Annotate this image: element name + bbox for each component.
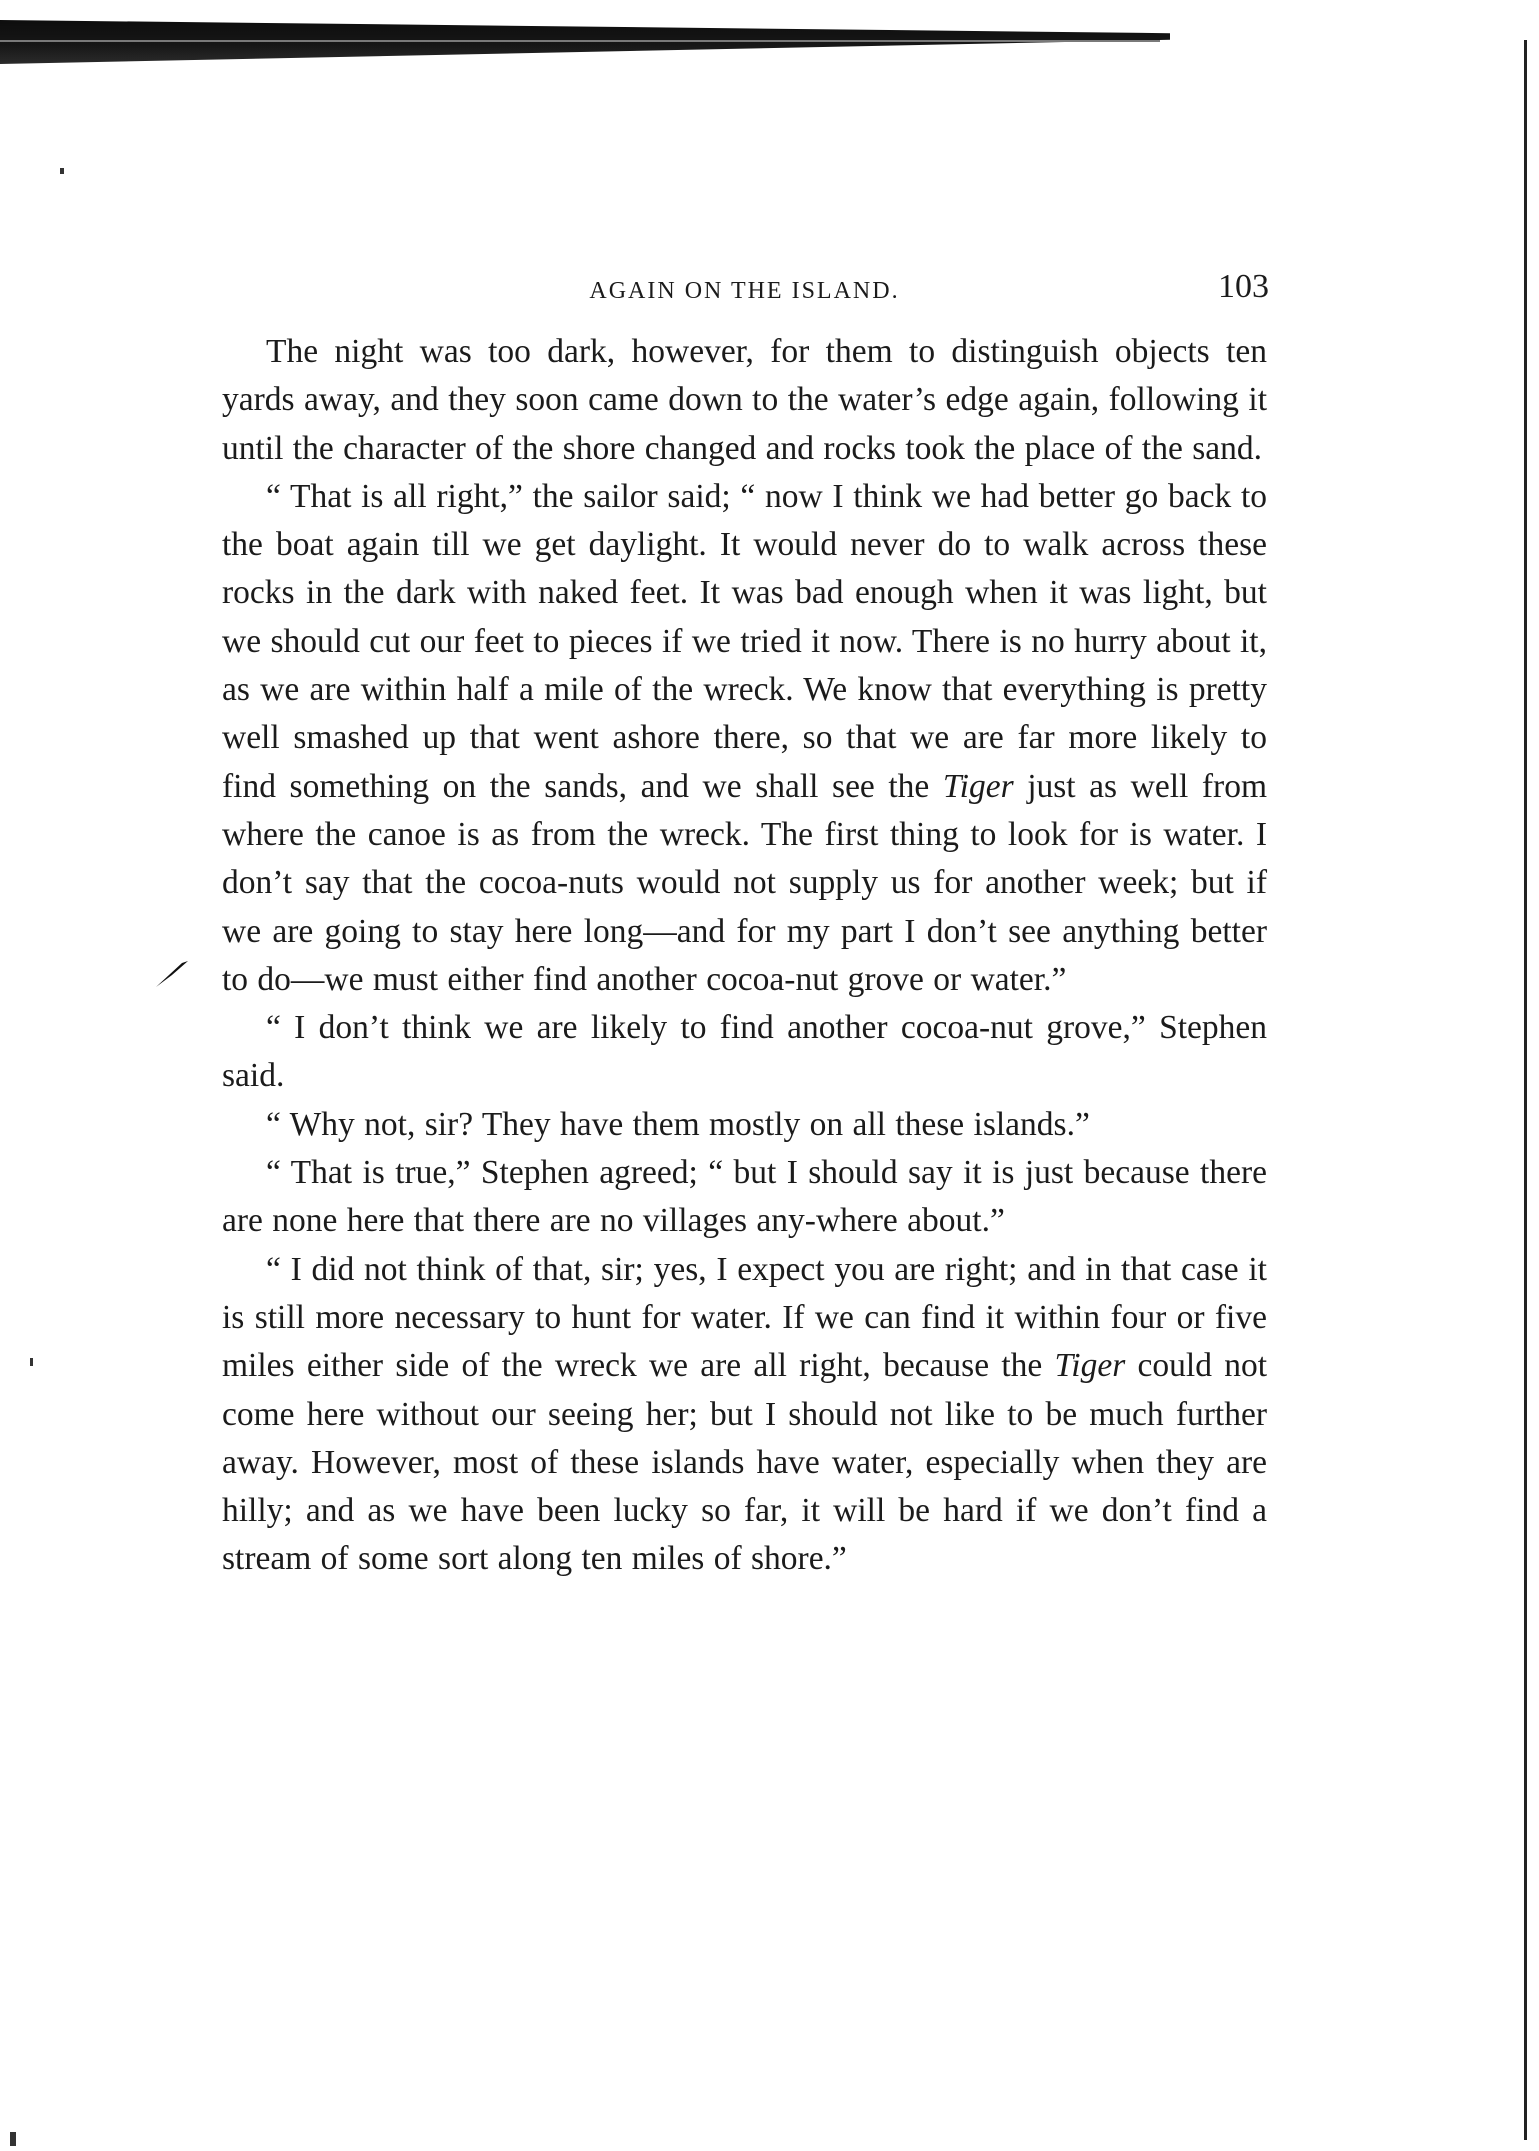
paragraph bbox=[222, 1004, 1267, 1101]
pencil-mark-icon bbox=[152, 957, 192, 993]
paragraph-text: The night was too dark, however, for them to distinguish objects ten yards away, and they soon came down to the water’s edge again, following it until the character of the shore changed and rocks took the place of the sand. bbox=[222, 333, 1267, 467]
paragraph bbox=[222, 1246, 1267, 1584]
scan-edge-line bbox=[0, 40, 1160, 42]
body-text bbox=[222, 328, 1267, 1584]
paragraph bbox=[222, 473, 1267, 1004]
ship-name: Tiger bbox=[942, 767, 1014, 805]
speck bbox=[10, 2132, 16, 2146]
paragraph bbox=[222, 328, 1267, 473]
speck bbox=[30, 1358, 33, 1366]
page-binding-edge bbox=[1524, 40, 1527, 2140]
scan-edge-shadow bbox=[0, 20, 1170, 64]
paragraph-text: “ I did not think of that, sir; yes, I expect you are right; and in that case it is still more necessary to hunt for water. If we can find it within four or five miles either side of the wreck we are all right, because the bbox=[222, 1250, 1267, 1385]
paragraph-text: “ I don’t think we are likely to find another cocoa-nut grove,” Stephen said. bbox=[222, 1009, 1267, 1095]
paragraph bbox=[222, 1149, 1267, 1246]
book-page bbox=[222, 260, 1267, 1584]
paragraph-text: “ That is all right,” the sailor said; “ now I think we had better go back to the boat again till we get daylight. It would never do to walk across these rocks in the dark with naked feet. It was bad enough when it was light, but we should cut our feet to pieces if we tried it now. There is no hurry about it, as we are within half a mile of the wreck. We know that everything is pretty well smashed up that went ashore there, so that we are far more likely to find something on the sands, and we shall see the bbox=[222, 477, 1267, 805]
ship-name: Tiger bbox=[1054, 1347, 1126, 1385]
paragraph-text: “ That is true,” Stephen agreed; “ but I should say it is just because there are none here that there are no villages any-where about.” bbox=[222, 1154, 1267, 1240]
speck bbox=[60, 168, 64, 174]
chapter-running-title: AGAIN ON THE ISLAND. bbox=[589, 278, 900, 304]
paragraph bbox=[222, 1101, 1267, 1149]
running-head bbox=[222, 260, 1267, 318]
paragraph-text: could not come here without our seeing her; but I should not like to be much further away. However, most of these islands have water, especially when they are hilly; and as we have been lucky so far, it will be hard if we don’t find a stream of some sort along ten miles of shore.” bbox=[222, 1347, 1268, 1578]
page-number: 103 bbox=[1218, 268, 1269, 305]
paragraph-text: “ Why not, sir? They have them mostly on all these islands.” bbox=[266, 1105, 1090, 1143]
paragraph-text: just as well from where the canoe is as from the wreck. The first thing to look for is water. I don’t say that the cocoa-nuts would not supply us for another week; but if we are going to stay here long—and for my part I don’t see anything better to do—we must either find another cocoa-nut grove or water.” bbox=[222, 767, 1267, 998]
